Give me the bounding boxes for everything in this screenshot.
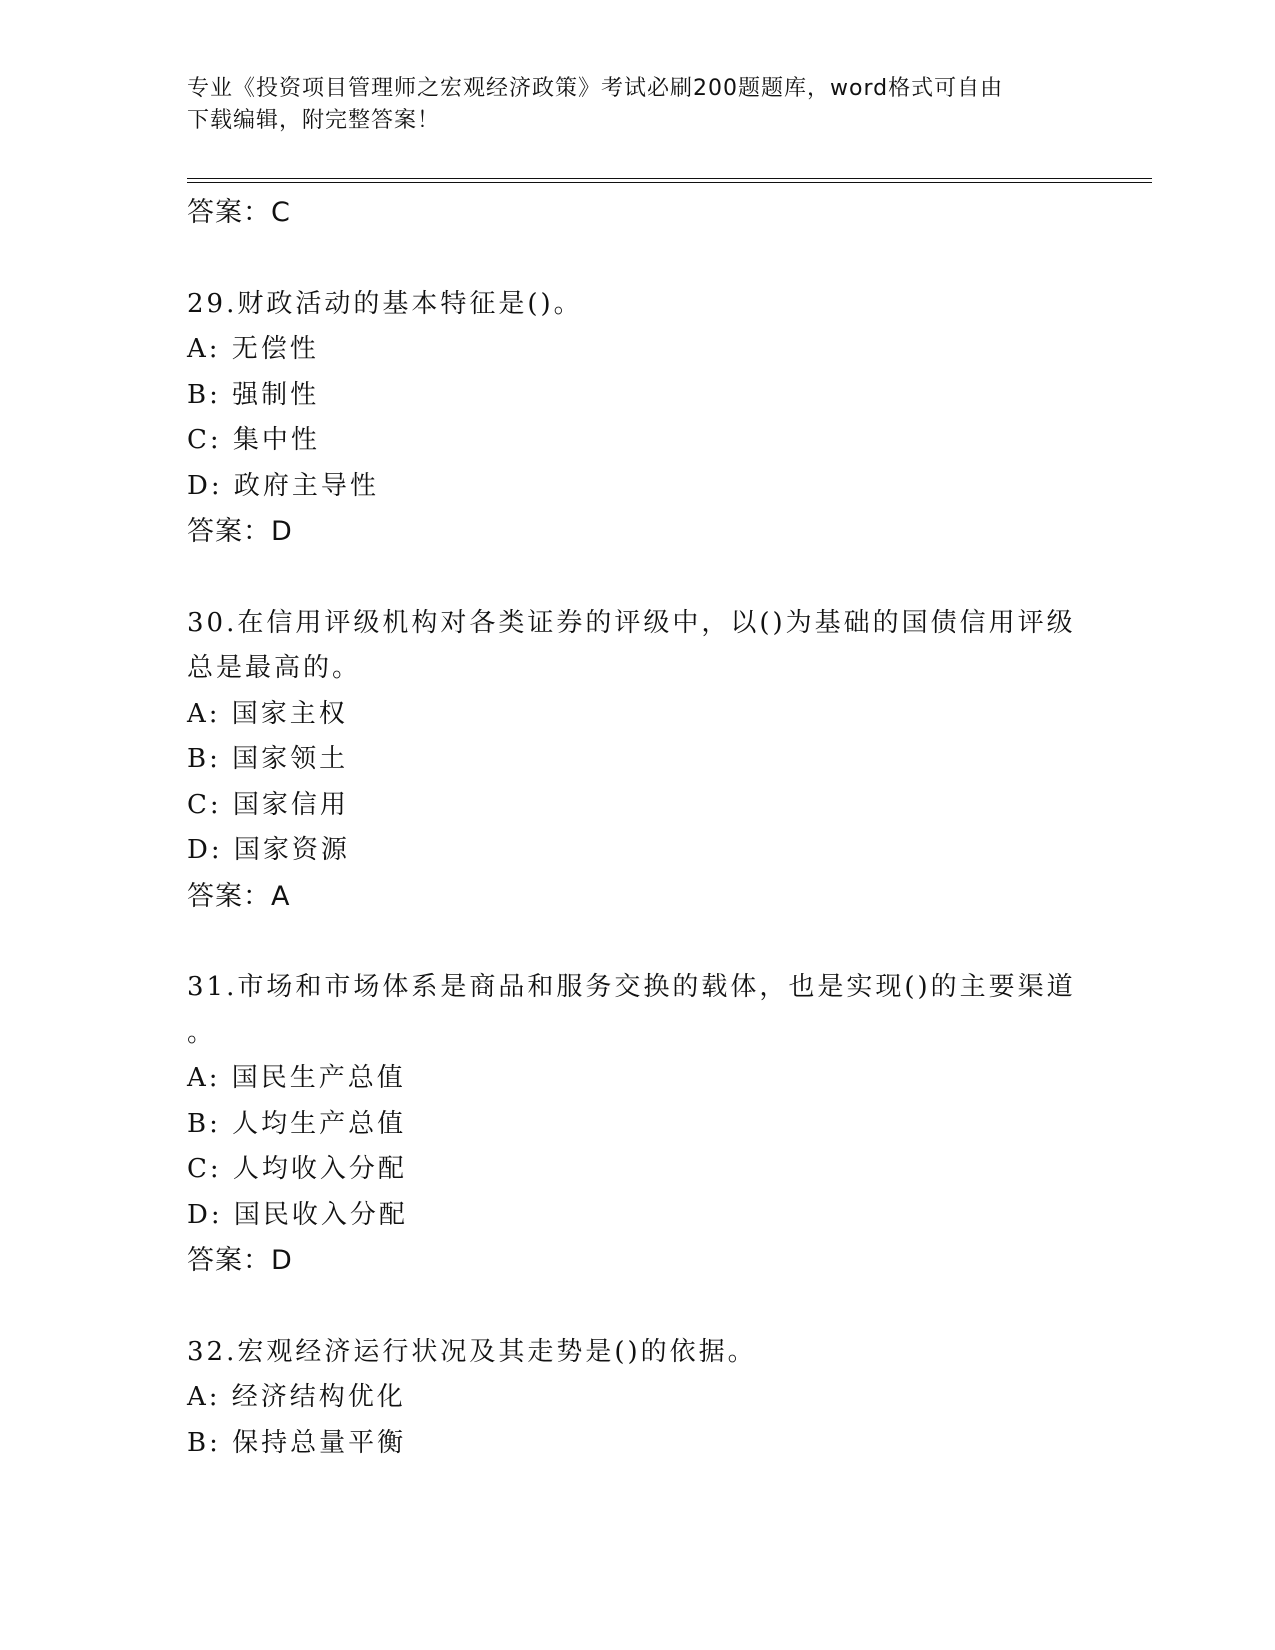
question-text-continued: 总是最高的。 — [187, 653, 362, 683]
question-block — [187, 601, 1087, 920]
option-c: C: 集中性 — [187, 425, 320, 455]
option-a: A: 国家主权 — [187, 698, 348, 729]
header-rule-bottom — [187, 182, 1152, 183]
header-rule-top — [187, 178, 1152, 179]
option-a: A: 国民生产总值 — [187, 1063, 406, 1093]
option-b: B: 国家领土 — [187, 744, 349, 774]
option-b: B: 强制性 — [187, 379, 320, 410]
question-list — [187, 190, 1087, 1466]
option-d: D: 国家资源 — [187, 835, 350, 865]
option-a: A: 经济结构优化 — [187, 1382, 406, 1412]
answer-line: 答案：D — [187, 516, 293, 547]
header-line-1: 专业《投资项目管理师之宏观经济政策》考试必刷200题题库，word格式可自由 — [187, 76, 1004, 101]
question-block — [187, 1330, 1087, 1467]
question-text: 30.在信用评级机构对各类证券的评级中，以()为基础的国债信用评级 — [187, 607, 1076, 638]
option-b: B: 保持总量平衡 — [187, 1427, 407, 1458]
option-b: B: 人均生产总值 — [187, 1108, 407, 1139]
question-block — [187, 282, 1087, 555]
option-c: C: 国家信用 — [187, 789, 349, 820]
header-line-2: 下载编辑，附完整答案！ — [187, 108, 441, 133]
option-a: A: 无偿性 — [187, 334, 319, 364]
option-d: D: 国民收入分配 — [187, 1199, 408, 1230]
option-d: D: 政府主导性 — [187, 470, 379, 501]
answer-line: 答案：D — [187, 1245, 293, 1276]
question-text: 32.宏观经济运行状况及其走势是()的依据。 — [187, 1336, 757, 1367]
answer-line: 答案：C — [187, 197, 291, 228]
page-header — [187, 73, 1067, 137]
answer-line: 答案：A — [187, 880, 291, 912]
question-text: 29.财政活动的基本特征是()。 — [187, 288, 583, 319]
option-c: C: 人均收入分配 — [187, 1154, 407, 1184]
question-text: 31.市场和市场体系是商品和服务交换的载体，也是实现()的主要渠道 — [187, 972, 1076, 1002]
question-block — [187, 965, 1087, 1284]
question-text-continued: 。 — [187, 1017, 217, 1048]
